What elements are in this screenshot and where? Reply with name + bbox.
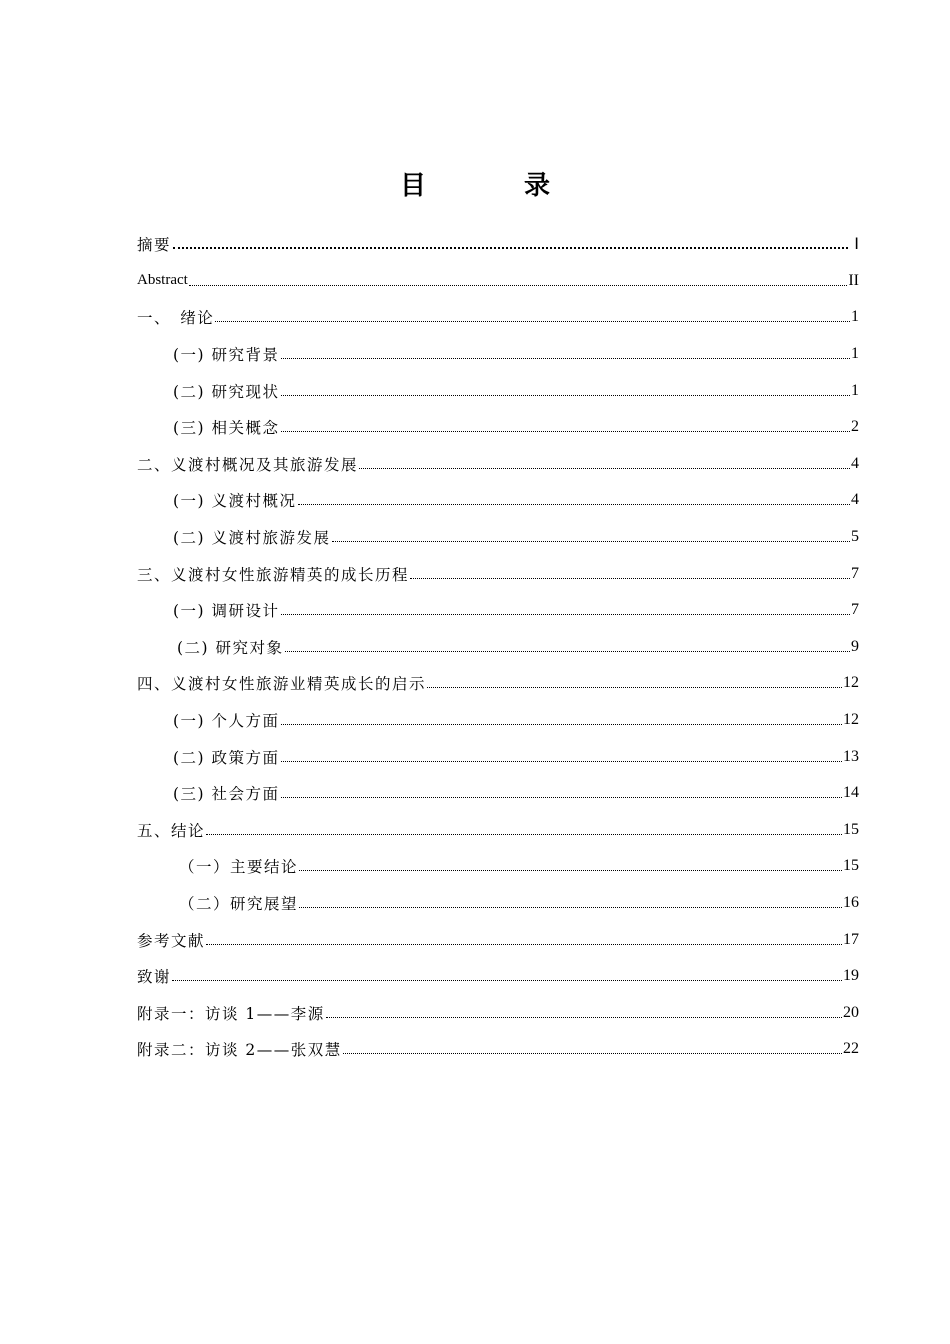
- toc-entry[interactable]: [137, 812, 859, 849]
- table-of-contents: [137, 226, 859, 1068]
- toc-entry-page-number: 22: [843, 1040, 859, 1058]
- toc-dot-leader: [281, 785, 842, 801]
- toc-entry[interactable]: [137, 629, 859, 666]
- toc-entry[interactable]: [137, 921, 859, 958]
- toc-entry[interactable]: [137, 775, 859, 812]
- toc-entry-page-number: 16: [843, 893, 859, 911]
- toc-entry-label: （二）研究展望: [179, 894, 299, 913]
- toc-entry[interactable]: [137, 1031, 859, 1068]
- toc-entry[interactable]: [137, 885, 859, 922]
- toc-dot-leader: [359, 456, 850, 472]
- toc-entry-page-number: II: [848, 271, 859, 289]
- toc-dot-leader: [326, 1005, 842, 1021]
- toc-entry-label: (一) 义渡村概况: [173, 492, 297, 511]
- toc-entry-label: 五、结论: [137, 821, 206, 840]
- toc-entry-label: 一、 绪论: [137, 309, 215, 328]
- toc-entry-page-number: 19: [843, 967, 859, 985]
- toc-entry[interactable]: [137, 299, 859, 336]
- toc-dot-leader: [410, 566, 850, 582]
- toc-entry-label: 四、义渡村女性旅游业精英成长的启示: [137, 675, 427, 694]
- toc-entry-label: 参考文献: [137, 931, 206, 950]
- toc-entry[interactable]: [137, 263, 859, 300]
- toc-entry-label: (一) 研究背景: [173, 346, 280, 365]
- toc-entry-label: 附录二：访谈 2——张双慧: [137, 1041, 342, 1060]
- toc-entry-page-number: 5: [851, 528, 859, 546]
- toc-entry[interactable]: [137, 409, 859, 446]
- toc-dot-leader: [189, 273, 848, 289]
- toc-entry-page-number: 14: [843, 784, 859, 802]
- toc-entry-page-number: Ⅰ: [854, 236, 859, 254]
- toc-entry-page-number: 12: [843, 711, 859, 729]
- toc-entry[interactable]: [137, 336, 859, 373]
- toc-entry-page-number: 17: [843, 930, 859, 948]
- toc-entry[interactable]: [137, 519, 859, 556]
- toc-entry-label: Abstract: [137, 272, 188, 289]
- toc-entry-page-number: 12: [843, 674, 859, 692]
- toc-dot-leader: [215, 309, 850, 325]
- toc-dot-leader: [343, 1041, 842, 1057]
- toc-dot-leader: [298, 492, 850, 508]
- toc-entry-label: 附录一：访谈 1——李源: [137, 1004, 325, 1023]
- toc-entry[interactable]: [137, 958, 859, 995]
- toc-dot-leader: [285, 639, 850, 655]
- toc-entry[interactable]: [137, 665, 859, 702]
- toc-entry-label: 致谢: [137, 968, 172, 987]
- toc-entry-page-number: 2: [851, 418, 859, 436]
- toc-entry-label: (三) 相关概念: [173, 419, 280, 438]
- toc-entry-page-number: 13: [843, 747, 859, 765]
- toc-entry[interactable]: [137, 738, 859, 775]
- toc-entry[interactable]: [137, 372, 859, 409]
- toc-entry-label: (一) 个人方面: [173, 712, 280, 731]
- toc-entry-page-number: 7: [851, 564, 859, 582]
- toc-entry-label: （一）主要结论: [179, 858, 299, 877]
- toc-entry-page-number: 1: [851, 308, 859, 326]
- toc-dot-leader: [206, 932, 842, 948]
- toc-entry-label: (二) 研究对象: [177, 638, 284, 657]
- toc-entry-label: 二、义渡村概况及其旅游发展: [137, 455, 359, 474]
- toc-entry-label: (二) 义渡村旅游发展: [173, 529, 331, 548]
- toc-dot-leader: [299, 895, 842, 911]
- toc-entry-page-number: 15: [843, 857, 859, 875]
- toc-dot-leader: [281, 749, 842, 765]
- toc-dot-leader: [427, 675, 842, 691]
- toc-entry[interactable]: [137, 702, 859, 739]
- toc-entry-label: (三) 社会方面: [173, 785, 280, 804]
- toc-entry-page-number: 15: [843, 820, 859, 838]
- toc-entry-label: 三、义渡村女性旅游精英的成长历程: [137, 565, 410, 584]
- toc-entry[interactable]: [137, 848, 859, 885]
- toc-entry-page-number: 7: [851, 601, 859, 619]
- toc-entry-page-number: 20: [843, 1003, 859, 1021]
- page-title: 目 录: [399, 171, 586, 201]
- toc-entry-label: (一) 调研设计: [173, 602, 280, 621]
- toc-dot-leader: [281, 383, 850, 399]
- toc-entry-page-number: 9: [851, 637, 859, 655]
- toc-dot-leader: [332, 529, 850, 545]
- toc-entry-page-number: 1: [851, 345, 859, 363]
- toc-entry-label: (二) 政策方面: [173, 748, 280, 767]
- toc-dot-leader: [281, 346, 850, 362]
- toc-dot-leader: [206, 822, 842, 838]
- toc-dot-leader: [281, 602, 850, 618]
- toc-entry-page-number: 1: [851, 381, 859, 399]
- toc-entry-page-number: 4: [851, 454, 859, 472]
- toc-dot-leader: [173, 236, 848, 252]
- toc-entry-label: (二) 研究现状: [173, 382, 280, 401]
- toc-entry-page-number: 4: [851, 491, 859, 509]
- toc-dot-leader: [281, 712, 842, 728]
- toc-entry-label: 摘要: [137, 236, 172, 255]
- toc-entry[interactable]: [137, 446, 859, 483]
- toc-entry[interactable]: [137, 555, 859, 592]
- toc-dot-leader: [299, 858, 842, 874]
- toc-dot-leader: [172, 968, 842, 984]
- toc-entry[interactable]: [137, 592, 859, 629]
- toc-dot-leader: [281, 419, 850, 435]
- toc-entry[interactable]: [137, 226, 859, 263]
- toc-entry[interactable]: [137, 994, 859, 1031]
- toc-entry[interactable]: [137, 482, 859, 519]
